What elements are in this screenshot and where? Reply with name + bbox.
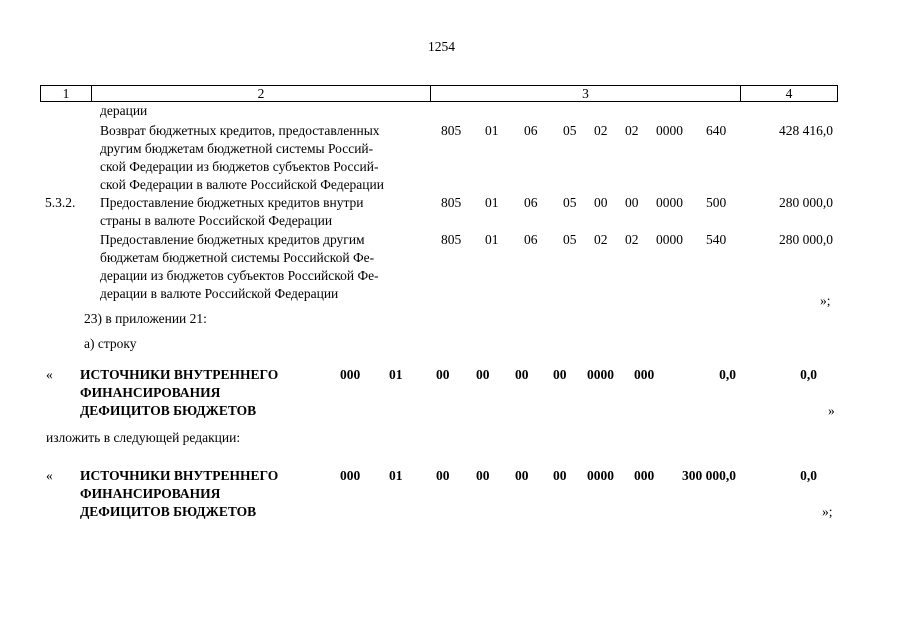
block2-close-quote: »; [822, 504, 833, 519]
block2-code-4: 00 [515, 468, 529, 483]
row-3-code-2: 06 [524, 232, 538, 247]
block2-code-5: 00 [553, 468, 567, 483]
row-1-code-2: 06 [524, 123, 538, 138]
row-2-code-6: 0000 [656, 195, 683, 210]
column-header-2: 2 [92, 86, 431, 102]
block2-code-6: 0000 [587, 468, 614, 483]
row-1-code-5: 02 [625, 123, 639, 138]
block1-code-3: 00 [476, 367, 490, 382]
block2-code-0: 000 [340, 468, 361, 483]
block2-title-line-1: ФИНАНСИРОВАНИЯ [80, 486, 221, 501]
row-2-code-3: 05 [563, 195, 577, 210]
row-1-code-0: 805 [441, 123, 462, 138]
block2-code-3: 00 [476, 468, 490, 483]
row-3-line-3: дерации в валюте Российской Федерации [100, 286, 339, 301]
block2-code-2: 00 [436, 468, 450, 483]
row-1-description [100, 122, 430, 194]
row-2-line-0: Предоставление бюджетных кредитов внутри [100, 195, 364, 210]
row-3-code-6: 0000 [656, 232, 683, 247]
row-2-number: 5.3.2. [45, 195, 76, 210]
block2-title-line-2: ДЕФИЦИТОВ БЮДЖЕТОВ [80, 504, 257, 519]
row-3-line-0: Предоставление бюджетных кредитов другим [100, 232, 365, 247]
amendment-item-23: 23) в приложении 21: [84, 311, 207, 326]
column-header-3: 3 [431, 86, 741, 102]
row-3-code-5: 02 [625, 232, 639, 247]
block2-open-quote: « [46, 468, 53, 483]
row-0-description [100, 102, 430, 120]
row-3-code-7: 540 [706, 232, 727, 247]
row-1-code-6: 0000 [656, 123, 683, 138]
row-3-amount: 280 000,0 [779, 232, 833, 247]
row-2-line-1: страны в валюте Российской Федерации [100, 213, 333, 228]
column-header-1: 1 [41, 86, 92, 102]
row-3-code-3: 05 [563, 232, 577, 247]
row-2-amount: 280 000,0 [779, 195, 833, 210]
row-1-line-0: Возврат бюджетных кредитов, предоставленных [100, 123, 380, 138]
change-instruction: изложить в следующей редакции: [46, 430, 241, 445]
row-3-description [100, 231, 430, 303]
block1-code-0: 000 [340, 367, 361, 382]
block2-amount-2: 0,0 [800, 468, 817, 483]
block1-title [80, 366, 278, 420]
row-0-line-0: дерации [100, 103, 148, 118]
block2-code-7: 000 [634, 468, 655, 483]
amendment-item-a: а) строку [84, 336, 137, 351]
column-header-4: 4 [741, 86, 838, 102]
row-3-code-4: 02 [594, 232, 608, 247]
block1-code-5: 00 [553, 367, 567, 382]
column-header-table [40, 85, 838, 102]
row-2-code-7: 500 [706, 195, 727, 210]
row-2-code-0: 805 [441, 195, 462, 210]
block1-amount-2: 0,0 [800, 367, 817, 382]
block1-open-quote: « [46, 367, 53, 382]
closing-quote-1: »; [820, 293, 831, 308]
block2-title [80, 467, 278, 521]
row-2-code-1: 01 [485, 195, 499, 210]
row-1-code-1: 01 [485, 123, 499, 138]
block1-code-2: 00 [436, 367, 450, 382]
row-3-code-1: 01 [485, 232, 499, 247]
row-1-line-1: другим бюджетам бюджетной системы Россий- [100, 141, 374, 156]
row-2-description [100, 194, 430, 230]
row-3-line-1: бюджетам бюджетной системы Российской Фе- [100, 250, 375, 265]
block1-code-6: 0000 [587, 367, 614, 382]
page-number: 1254 [428, 39, 455, 54]
row-2-code-4: 00 [594, 195, 608, 210]
row-3-code-0: 805 [441, 232, 462, 247]
row-2-code-5: 00 [625, 195, 639, 210]
row-1-amount: 428 416,0 [779, 123, 833, 138]
block1-close-quote: » [828, 403, 835, 418]
block1-code-7: 000 [634, 367, 655, 382]
block2-code-1: 01 [389, 468, 403, 483]
row-1-line-3: ской Федерации в валюте Российской Федерации [100, 177, 384, 192]
block1-amount-1: 0,0 [719, 367, 736, 382]
block2-title-line-0: ИСТОЧНИКИ ВНУТРЕННЕГО [80, 468, 279, 483]
block1-code-4: 00 [515, 367, 529, 382]
row-1-line-2: ской Федерации из бюджетов субъектов Россий- [100, 159, 379, 174]
row-1-code-4: 02 [594, 123, 608, 138]
row-3-line-2: дерации из бюджетов субъектов Российской Фе- [100, 268, 379, 283]
block1-title-line-0: ИСТОЧНИКИ ВНУТРЕННЕГО [80, 367, 279, 382]
row-2-code-2: 06 [524, 195, 538, 210]
row-1-code-3: 05 [563, 123, 577, 138]
block1-code-1: 01 [389, 367, 403, 382]
block2-amount-1: 300 000,0 [682, 468, 736, 483]
block1-title-line-2: ДЕФИЦИТОВ БЮДЖЕТОВ [80, 403, 257, 418]
row-1-code-7: 640 [706, 123, 727, 138]
block1-title-line-1: ФИНАНСИРОВАНИЯ [80, 385, 221, 400]
